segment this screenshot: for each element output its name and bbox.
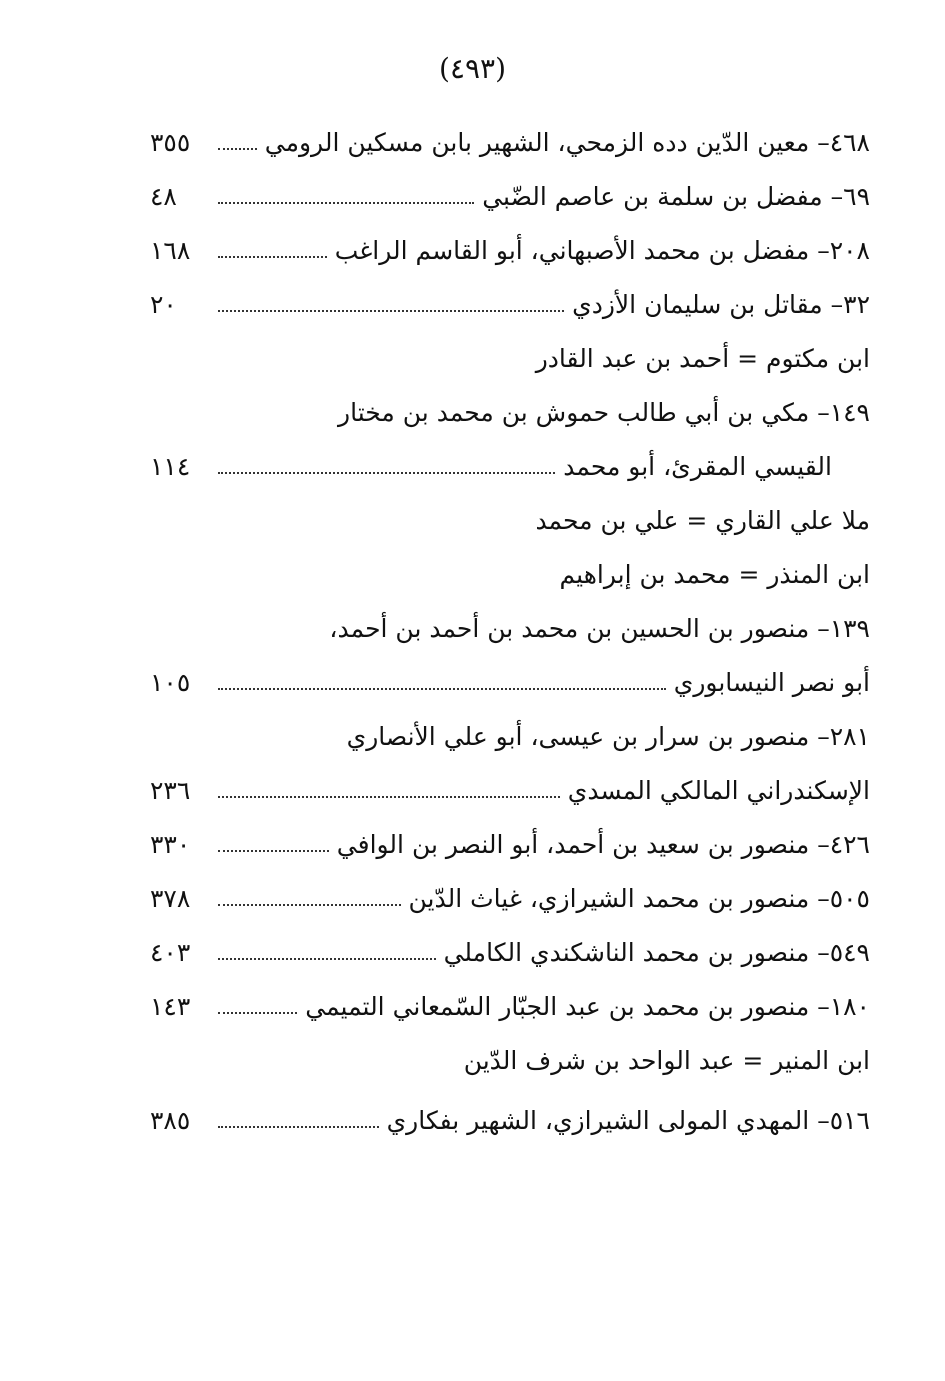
entry-title: ٢٨١– منصور بن سرار بن عيسى، أبو علي الأنصاري <box>346 721 870 751</box>
dot-leader <box>218 202 474 204</box>
index-entry <box>150 876 870 920</box>
index-entry-continuation <box>150 768 870 812</box>
entry-title: ٥٤٩– منصور بن محمد الناشكندي الكاملي <box>443 937 870 967</box>
entry-page: ١٠٥ <box>150 667 191 697</box>
entry-title: ابن مكتوم = أحمد بن عبد القادر <box>535 343 870 373</box>
dot-leader <box>218 310 564 312</box>
entry-page: ٤٠٣ <box>150 937 191 967</box>
dot-leader <box>218 904 401 906</box>
entry-title: القيسي المقرئ، أبو محمد <box>563 451 832 481</box>
page-number: (٤٩٣) <box>439 52 506 85</box>
entry-page: ٢٠ <box>150 289 177 319</box>
index-entry <box>150 930 870 974</box>
entry-title: الإسكندراني المالكي المسدي <box>567 775 870 805</box>
dot-leader <box>218 688 666 690</box>
index-entry <box>150 228 870 272</box>
entry-page: ١٦٨ <box>150 235 191 265</box>
entry-title: ٥٠٥– منصور بن محمد الشيرازي، غياث الدّين <box>408 883 870 913</box>
entry-title: ملا علي القاري = علي بن محمد <box>535 505 870 535</box>
index-entry <box>150 1098 870 1142</box>
entry-title: ١٤٩– مكي بن أبي طالب حموش بن محمد بن مختار <box>338 397 870 427</box>
entry-page: ١٤٣ <box>150 991 191 1021</box>
entry-title: ٥١٦– المهدي المولى الشيرازي، الشهير بفكاري <box>386 1105 870 1135</box>
dot-leader <box>218 1126 379 1128</box>
index-cross-reference <box>150 1038 870 1082</box>
dot-leader <box>218 958 436 960</box>
index-entry-continuation <box>150 444 870 488</box>
entry-page: ٢٣٦ <box>150 775 191 805</box>
entry-page: ٣٥٥ <box>150 127 191 157</box>
entry-title: ٦٩– مفضل بن سلمة بن عاصم الضّبي <box>482 181 870 211</box>
dot-leader <box>218 1012 297 1014</box>
index-entry <box>150 174 870 218</box>
index-cross-reference <box>150 552 870 596</box>
index-entry <box>150 984 870 1028</box>
entry-title: ٤٢٦– منصور بن سعيد بن أحمد، أبو النصر بن الوافي <box>336 829 870 859</box>
index-entry <box>150 120 870 164</box>
entry-page: ٣٨٥ <box>150 1105 191 1135</box>
index-cross-reference <box>150 498 870 542</box>
entry-title: ابن المنذر = محمد بن إبراهيم <box>559 559 870 589</box>
index-entry <box>150 606 870 650</box>
index-entry-continuation <box>150 660 870 704</box>
index-entry <box>150 822 870 866</box>
entry-page: ٣٣٠ <box>150 829 191 859</box>
index-cross-reference <box>150 336 870 380</box>
dot-leader <box>218 850 329 852</box>
entry-title: ٣٢– مقاتل بن سليمان الأزدي <box>572 289 870 319</box>
entry-title: ١٣٩– منصور بن الحسين بن محمد بن أحمد بن أحمد، <box>329 613 870 643</box>
entry-title: ٤٦٨– معين الدّين دده الزمحي، الشهير بابن مسكين الرومي <box>264 127 870 157</box>
entry-title: أبو نصر النيسابوري <box>673 667 870 697</box>
dot-leader <box>218 796 560 798</box>
dot-leader <box>218 148 257 150</box>
index-entry <box>150 714 870 758</box>
entry-title: ابن المنير = عبد الواحد بن شرف الدّين <box>463 1045 870 1075</box>
entry-title: ٢٠٨– مفضل بن محمد الأصبهاني، أبو القاسم الراغب <box>334 235 870 265</box>
dot-leader <box>218 256 327 258</box>
entry-title: ١٨٠– منصور بن محمد بن عبد الجبّار السّمعاني التميمي <box>305 991 870 1021</box>
entry-page: ٤٨ <box>150 181 177 211</box>
entry-page: ٣٧٨ <box>150 883 191 913</box>
dot-leader <box>218 472 555 474</box>
index-entry <box>150 390 870 434</box>
entry-page: ١١٤ <box>150 451 191 481</box>
scan-speck-mark <box>822 1325 826 1331</box>
index-entry <box>150 282 870 326</box>
